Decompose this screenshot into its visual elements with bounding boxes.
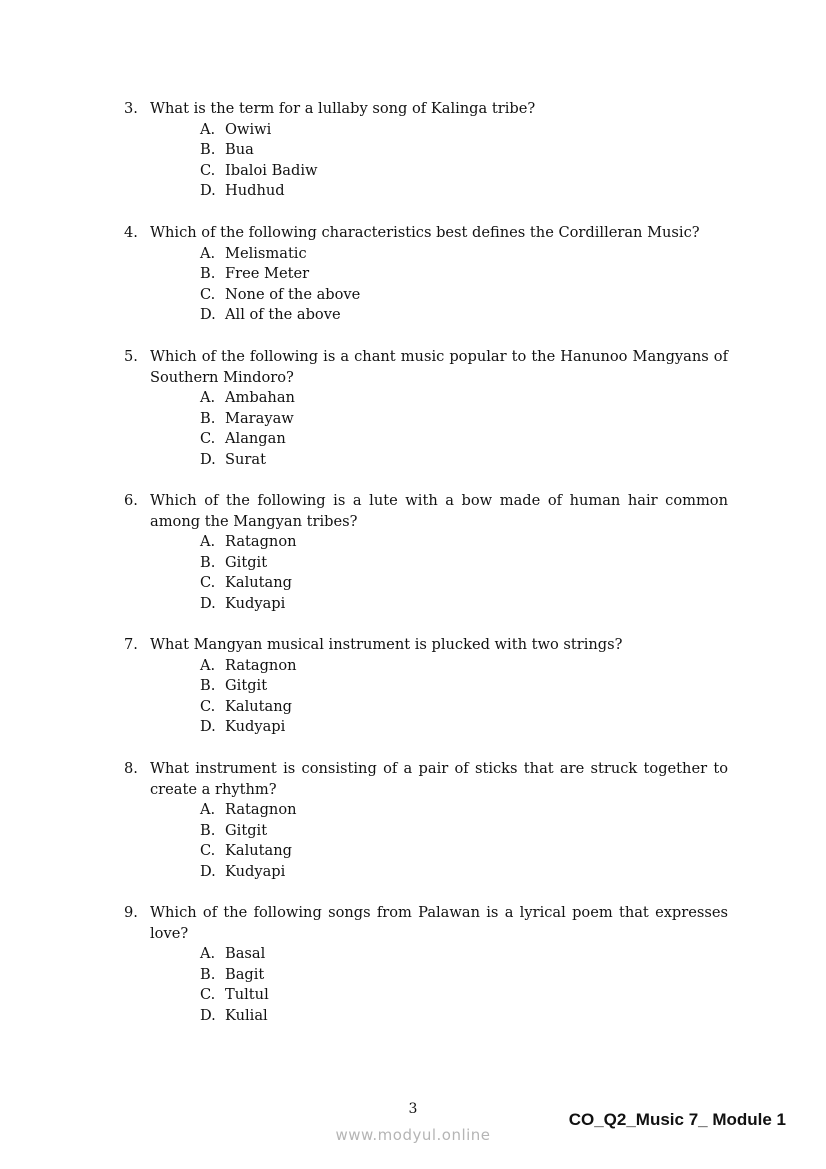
option-text: Kudyapi [225,718,286,736]
option-text: Ambahan [225,389,295,407]
question-number: 6. [124,492,138,509]
option-letter: B. [200,409,216,427]
option-c [200,161,728,182]
option-text: Alangan [225,430,286,448]
option-c [200,573,728,594]
option-letter: D. [200,306,216,324]
option-text: Bua [225,141,254,159]
option-b [200,553,728,574]
question-stem [124,347,728,388]
question-stem [124,903,728,944]
option-c [200,697,728,718]
option-text: Hudhud [225,182,285,200]
option-d [200,594,728,615]
option-d [200,862,728,883]
option-text: Kalutang [225,842,292,860]
question-stem [124,491,728,532]
option-letter: A. [200,945,216,963]
question-number: 5. [124,348,138,365]
options-list [124,944,728,1026]
question-6 [124,491,728,615]
option-letter: B. [200,553,216,571]
option-text: Ratagnon [225,801,297,819]
question-number: 4. [124,224,138,241]
question-number: 3. [124,100,138,117]
option-a [200,388,728,409]
watermark: www.modyul.online [335,1126,491,1144]
option-letter: A. [200,120,216,138]
question-7 [124,635,728,738]
option-letter: A. [200,656,216,674]
question-stem [124,99,728,120]
question-text: Which of the following characteristics best defines the Cordilleran Music? [150,224,700,241]
question-number: 9. [124,904,138,921]
option-text: Surat [225,450,266,468]
option-text: Melismatic [225,244,307,262]
question-5 [124,347,728,471]
option-text: Ibaloi Badiw [225,161,318,179]
option-c [200,429,728,450]
option-letter: B. [200,821,216,839]
options-list [124,120,728,202]
option-text: Ratagnon [225,533,297,551]
question-8 [124,759,728,883]
options-list [124,656,728,738]
option-a [200,944,728,965]
option-text: Marayaw [225,409,294,427]
option-letter: C. [200,161,216,179]
question-text: Which of the following is a chant music popular to the Hanunoo Mangyans of Southern Mindoro? [150,348,728,386]
option-b [200,965,728,986]
option-c [200,985,728,1006]
option-letter: B. [200,141,216,159]
option-a [200,532,728,553]
option-text: Owiwi [225,120,272,138]
option-letter: D. [200,594,216,612]
question-text: Which of the following is a lute with a bow made of human hair common among the Mangyan tribes? [150,492,728,530]
option-letter: A. [200,389,216,407]
option-letter: D. [200,450,216,468]
option-text: Bagit [225,965,265,983]
option-text: Gitgit [225,553,268,571]
options-list [124,388,728,470]
option-letter: C. [200,697,216,715]
option-a [200,656,728,677]
option-letter: C. [200,574,216,592]
option-text: Kudyapi [225,594,286,612]
option-letter: C. [200,430,216,448]
option-text: All of the above [225,306,341,324]
option-a [200,800,728,821]
option-letter: C. [200,285,216,303]
option-b [200,821,728,842]
option-letter: B. [200,677,216,695]
option-b [200,140,728,161]
option-letter: A. [200,533,216,551]
option-text: Ratagnon [225,656,297,674]
option-text: Kudyapi [225,862,286,880]
question-text: What Mangyan musical instrument is plucked with two strings? [150,636,623,653]
option-letter: A. [200,801,216,819]
question-stem [124,635,728,656]
option-b [200,264,728,285]
option-c [200,285,728,306]
option-letter: D. [200,862,216,880]
option-b [200,676,728,697]
option-d [200,450,728,471]
options-list [124,532,728,614]
question-3 [124,99,728,202]
question-text: Which of the following songs from Palawan is a lyrical poem that expresses love? [150,904,728,942]
option-d [200,717,728,738]
option-text: Free Meter [225,265,310,283]
option-letter: B. [200,965,216,983]
option-a [200,120,728,141]
option-text: Gitgit [225,677,268,695]
option-text: Basal [225,945,266,963]
option-letter: B. [200,265,216,283]
question-stem [124,759,728,800]
option-d [200,181,728,202]
option-text: Kalutang [225,574,292,592]
option-text: Kalutang [225,697,292,715]
option-letter: A. [200,244,216,262]
question-4 [124,223,728,326]
option-d [200,1006,728,1027]
option-a [200,244,728,265]
option-text: None of the above [225,285,361,303]
option-c [200,841,728,862]
option-letter: D. [200,182,216,200]
option-text: Tultul [225,986,269,1004]
option-b [200,409,728,430]
option-text: Kulial [225,1006,268,1024]
question-number: 8. [124,760,138,777]
question-text: What instrument is consisting of a pair of sticks that are struck together to create a rhythm? [150,760,728,798]
question-text: What is the term for a lullaby song of Kalinga tribe? [150,100,536,117]
options-list [124,800,728,882]
options-list [124,244,728,326]
question-number: 7. [124,636,138,653]
question-stem [124,223,728,244]
module-label: CO_Q2_Music 7_ Module 1 [568,1110,786,1129]
page-number: 3 [408,1101,418,1117]
option-letter: C. [200,842,216,860]
option-text: Gitgit [225,821,268,839]
option-letter: C. [200,986,216,1004]
question-9 [124,903,728,1027]
option-d [200,305,728,326]
option-letter: D. [200,1006,216,1024]
option-letter: D. [200,718,216,736]
